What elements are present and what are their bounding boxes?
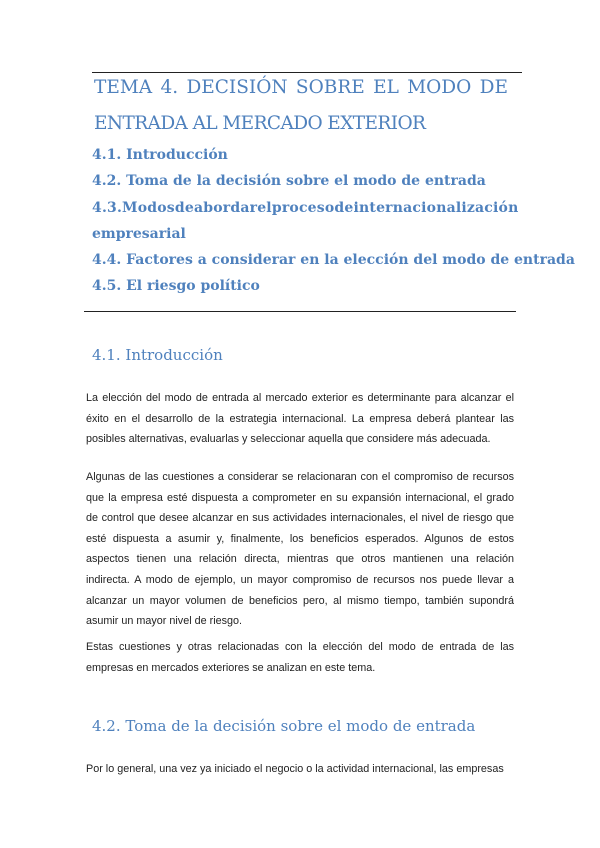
top-rule [92,72,522,73]
toc-item-factores[interactable]: 4.4. Factores a considerar en la elección del modo de entrada [92,252,575,268]
title-word: DE [479,77,508,98]
title-line-1 [94,78,508,98]
toc-word: internacionalización [353,200,519,216]
paragraph: Estas cuestiones y otras relacionadas con la elección del modo de entrada de las empresas en mercados exteriores se analizan en este tema. [86,641,514,674]
toc-word: el [257,200,272,216]
toc-word: proceso [271,200,335,216]
toc-word: 4.3. [92,200,123,216]
title-word: TEMA [94,77,153,98]
paragraph: La elección del modo de entrada al mercado exterior es determinante para alcanzar el éxito en el desarrollo de la estrategia internacional. La empresa deberá plantear las posibles alternativas, evaluarlas y seleccionar aquella que considere más adecuada. [86,392,514,446]
title-word: 4. [160,77,179,98]
toc-item-toma-decision[interactable]: 4.2. Toma de la decisión sobre el modo de entrada [92,173,486,189]
toc-item-modos-abordar[interactable] [92,199,519,217]
title-word: SOBRE [295,77,365,98]
title-word: DECISIÓN [186,77,288,98]
title-line-2: ENTRADA AL MERCADO EXTERIOR [94,113,426,134]
toc-word: abordar [193,200,258,216]
toc-word: Modos [122,200,175,216]
toc-item-riesgo-politico[interactable]: 4.5. El riesgo político [92,278,260,294]
title-word: MODO [407,77,472,98]
paragraph: Algunas de las cuestiones a considerar se relacionaran con el compromiso de recursos que la empresa esté dispuesta a comprometer en su expansión internacional, el grado de control que desee alcanzar en sus actividades internacionales, el nivel de riesgo que esté dispuesta a asumir y, finalmente, los beneficios esperados. Algunos de estos aspectos tienen una relación directa, mientras que otros mantienen una relación indirecta. A modo de ejemplo, un mayor compromiso de recursos nos puede llevar a alcanzar un mayor volumen de beneficios pero, al mismo tiempo, también supondrá asumir un mayor nivel de riesgo. [86,471,514,628]
toc-word: de [174,200,194,216]
title-word: EL [373,77,399,98]
section-heading-toma-decision: 4.2. Toma de la decisión sobre el modo de entrada [92,717,476,735]
bottom-rule [84,311,516,312]
toc-word: de [334,200,354,216]
toc-item-introduccion[interactable]: 4.1. Introducción [92,147,228,163]
paragraph: Por lo general, una vez ya iniciado el negocio o la actividad internacional, las empresas [86,763,504,775]
toc-item-modos-abordar-cont[interactable]: empresarial [92,226,186,242]
section-heading-introduccion: 4.1. Introducción [92,346,223,364]
